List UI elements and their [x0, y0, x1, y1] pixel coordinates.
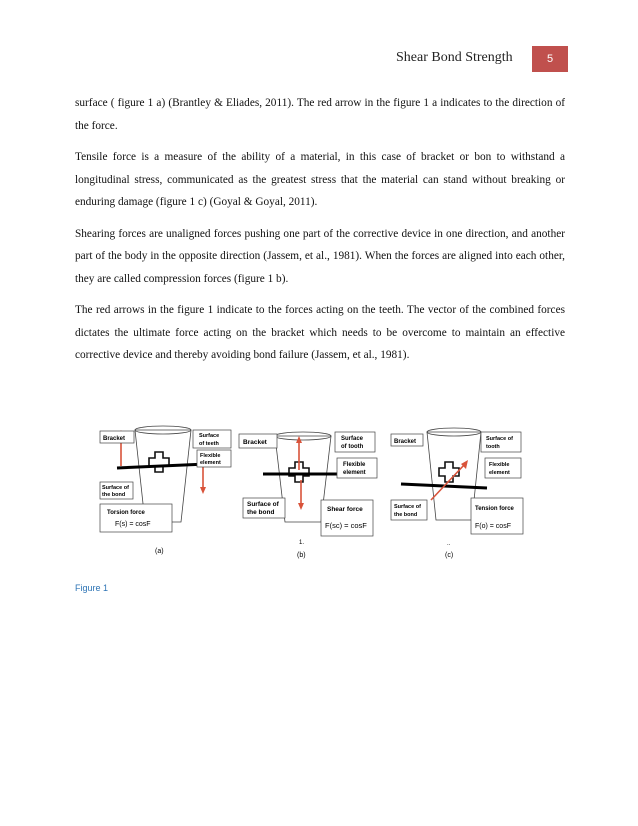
- paragraph: The red arrows in the figure 1 indicate to the forces acting on the teeth. The vector of the combined forces dictates the ultimate force acting on the bracket which needs to be overcome to maintain an effective corrective device and thereby avoiding bond failure (Jassem, et al., 1981).: [75, 304, 565, 361]
- svg-text:element: element: [489, 470, 510, 476]
- svg-text:of tooth: of tooth: [341, 444, 364, 450]
- svg-text:the bond: the bond: [394, 512, 418, 518]
- svg-text:Surface of: Surface of: [247, 501, 279, 508]
- svg-text:Surface: Surface: [199, 433, 220, 439]
- svg-text:Shear force: Shear force: [327, 506, 363, 513]
- paragraph: surface ( figure 1 a) (Brantley & Eliades, 2011). The red arrow in the figure 1 a indicates to the direction of the force.: [75, 97, 565, 132]
- figure-caption: Figure 1: [75, 583, 109, 593]
- svg-text:Surface of: Surface of: [394, 504, 421, 510]
- svg-text:Tension force: Tension force: [475, 506, 514, 512]
- figure-1-diagram: [95, 422, 545, 574]
- svg-text:Flexible: Flexible: [343, 462, 366, 468]
- svg-text:Flexible: Flexible: [489, 462, 510, 468]
- body-text: [75, 92, 565, 376]
- running-header-title: Shear Bond Strength: [396, 50, 513, 65]
- svg-text:F(s) = cosF: F(s) = cosF: [115, 521, 151, 528]
- svg-text:Surface of: Surface of: [102, 485, 129, 491]
- svg-text:F(sc) = cosF: F(sc) = cosF: [325, 521, 367, 530]
- svg-text:tooth: tooth: [486, 444, 500, 450]
- svg-text:Bracket: Bracket: [243, 439, 267, 446]
- svg-text:Flexible: Flexible: [200, 453, 221, 459]
- svg-text:F(o) = cosF: F(o) = cosF: [475, 523, 511, 530]
- svg-text:the bond: the bond: [247, 509, 275, 516]
- svg-text:the bond: the bond: [102, 492, 126, 498]
- svg-text:element: element: [343, 470, 366, 476]
- paragraph: Shearing forces are unaligned forces pushing one part of the corrective device in one direction, and another part of the body in the opposite direction (Jassem, et al., 1981). When the forces are aligned into each other, they are called compression forces (figure 1 b).: [75, 227, 565, 285]
- page-number-badge: 5: [532, 46, 568, 72]
- svg-text:1.: 1.: [299, 540, 305, 546]
- panel-b: [239, 432, 377, 559]
- panel-c: [391, 428, 523, 559]
- svg-text:(b): (b): [297, 552, 306, 559]
- svg-text:(c): (c): [445, 552, 454, 559]
- bracket-label: Bracket: [103, 436, 126, 442]
- svg-text:element: element: [200, 460, 221, 466]
- svg-text:of teeth: of teeth: [199, 441, 219, 447]
- svg-text:Surface: Surface: [341, 436, 364, 442]
- paragraph: Tensile force is a measure of the ability of a material, in this case of bracket or bon to withstand a longitudinal stress, communicated as the greatest stress that the material can stand without breaking or enduring damage (figure 1 c) (Goyal & Goyal, 2011).: [75, 151, 565, 208]
- svg-text:Surface of: Surface of: [486, 436, 513, 442]
- svg-text:Torsion force: Torsion force: [107, 510, 145, 516]
- svg-text:(a): (a): [155, 548, 164, 555]
- panel-a: [100, 426, 231, 555]
- svg-text:Bracket: Bracket: [394, 439, 417, 445]
- svg-text:..: ..: [447, 541, 451, 547]
